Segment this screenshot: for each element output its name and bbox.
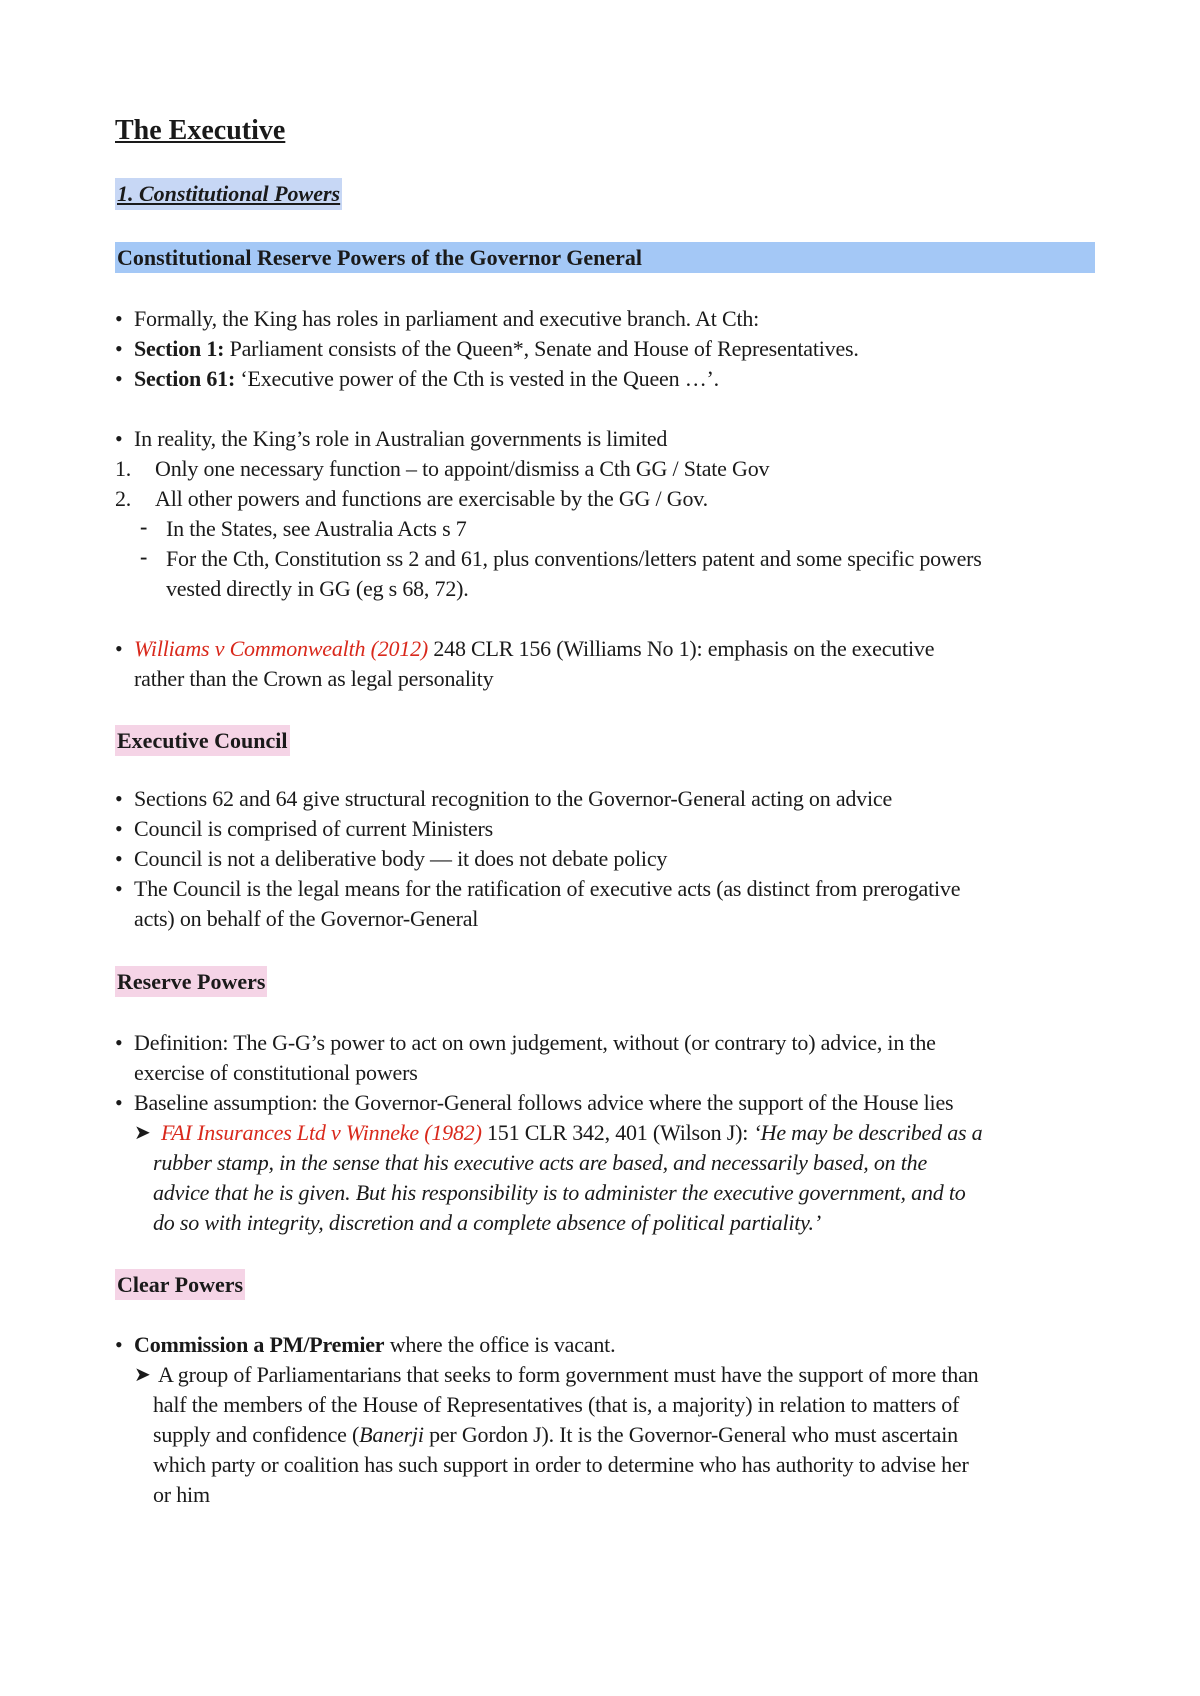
dash-item-cth-line2: vested directly in GG (eg s 68, 72). bbox=[166, 576, 469, 601]
case-citation-fai: FAI Insurances Ltd v Winneke (1982) bbox=[161, 1120, 482, 1145]
arrow-icon: ➤ bbox=[134, 1122, 151, 1144]
bullet-icon: • bbox=[115, 846, 123, 871]
bullet-icon: • bbox=[115, 816, 123, 841]
banner-text: Constitutional Reserve Powers of the Governor General bbox=[117, 245, 643, 270]
clear-group-line4: which party or coalition has such support in order to determine who has authority to advise her bbox=[153, 1452, 969, 1477]
heading-reserve-powers: Reserve Powers bbox=[115, 966, 267, 997]
council-bullet-deliberative: Council is not a deliberative body — it does not debate policy bbox=[134, 846, 668, 871]
section-1-text: Parliament consists of the Queen*, Senate and House of Representatives. bbox=[224, 336, 859, 361]
numbered-item-2: All other powers and functions are exercisable by the GG / Gov. bbox=[155, 486, 708, 511]
bullet-icon: • bbox=[115, 366, 123, 391]
dash-item-states: In the States, see Australia Acts s 7 bbox=[166, 516, 467, 541]
heading-clear-powers: Clear Powers bbox=[115, 1269, 245, 1300]
bullet-icon: • bbox=[115, 1030, 123, 1055]
arrow-icon: ➤ bbox=[134, 1364, 151, 1386]
council-bullet-legal-means-line2: acts) on behalf of the Governor-General bbox=[134, 906, 479, 931]
fai-quote-start: ‘He may be described as a bbox=[753, 1120, 983, 1145]
fai-quote-line3: advice that he is given. But his responsibility is to administer the executive government, and to bbox=[153, 1180, 966, 1205]
banerji-post: per Gordon J). It is the Governor-General who must ascertain bbox=[423, 1422, 958, 1447]
clear-group-line2: half the members of the House of Representatives (that is, a majority) in relation to matters of bbox=[153, 1392, 960, 1417]
bullet-icon: • bbox=[115, 876, 123, 901]
clear-commission bbox=[134, 1330, 615, 1360]
section-1-label: Section 1: bbox=[134, 336, 225, 361]
dash-item-cth-line1: For the Cth, Constitution ss 2 and 61, plus conventions/letters patent and some specific powers bbox=[166, 546, 982, 571]
bullet-icon: • bbox=[115, 306, 123, 331]
bullet-icon: • bbox=[115, 786, 123, 811]
bullet-icon: • bbox=[115, 1090, 123, 1115]
numbered-item-1: Only one necessary function – to appoint/dismiss a Cth GG / State Gov bbox=[155, 456, 770, 481]
section-61-label: Section 61: bbox=[134, 366, 236, 391]
heading-executive-council: Executive Council bbox=[115, 725, 290, 756]
fai-quote-line2: rubber stamp, in the sense that his executive acts are based, and necessarily based, on the bbox=[153, 1150, 928, 1175]
page-title: The Executive bbox=[115, 115, 286, 146]
williams-case-line2: rather than the Crown as legal personality bbox=[134, 666, 494, 691]
clear-group-line5: or him bbox=[153, 1482, 210, 1507]
bullet-icon: • bbox=[115, 336, 123, 361]
section-61-text: ‘Executive power of the Cth is vested in the Queen …’. bbox=[235, 366, 719, 391]
banerji-pre: supply and confidence ( bbox=[153, 1422, 360, 1447]
intro-bullet-section-61 bbox=[134, 364, 719, 394]
list-number: 1. bbox=[115, 456, 132, 481]
council-bullet-ministers: Council is comprised of current Ministers bbox=[134, 816, 494, 841]
williams-text: 248 CLR 156 (Williams No 1): emphasis on the executive bbox=[428, 636, 935, 661]
bullet-icon: • bbox=[115, 426, 123, 451]
council-bullet-sections: Sections 62 and 64 give structural recognition to the Governor-General acting on advice bbox=[134, 786, 893, 811]
bullet-icon: • bbox=[115, 1332, 123, 1357]
clear-group-line1: A group of Parliamentarians that seeks to form government must have the support of more than bbox=[158, 1362, 979, 1387]
bullet-icon: • bbox=[115, 636, 123, 661]
fai-quote-line4: do so with integrity, discretion and a complete absence of political partiality.’ bbox=[153, 1210, 821, 1235]
dash-icon: - bbox=[140, 544, 148, 569]
clear-group-line3 bbox=[153, 1420, 958, 1450]
intro-bullet-section-1 bbox=[134, 334, 859, 364]
council-bullet-legal-means-line1: The Council is the legal means for the ratification of executive acts (as distinct from prerogative bbox=[134, 876, 961, 901]
intro-bullet-reality: In reality, the King’s role in Australian governments is limited bbox=[134, 426, 668, 451]
fai-case-line1 bbox=[161, 1118, 983, 1148]
reserve-definition-line2: exercise of constitutional powers bbox=[134, 1060, 418, 1085]
list-number: 2. bbox=[115, 486, 132, 511]
case-name-banerji: Banerji bbox=[359, 1422, 424, 1447]
section-banner bbox=[115, 242, 1095, 273]
commission-text: where the office is vacant. bbox=[384, 1332, 616, 1357]
section-heading-constitutional-powers: 1. Constitutional Powers bbox=[115, 178, 342, 210]
commission-label: Commission a PM/Premier bbox=[134, 1332, 385, 1357]
fai-citation-text: 151 CLR 342, 401 (Wilson J): bbox=[481, 1120, 754, 1145]
reserve-definition-line1: Definition: The G-G’s power to act on own judgement, without (or contrary to) advice, in the bbox=[134, 1030, 936, 1055]
williams-case-line1 bbox=[134, 634, 934, 664]
intro-bullet-formally: Formally, the King has roles in parliament and executive branch. At Cth: bbox=[134, 306, 760, 331]
reserve-baseline: Baseline assumption: the Governor-General follows advice where the support of the House lies bbox=[134, 1090, 954, 1115]
case-citation-williams: Williams v Commonwealth (2012) bbox=[134, 636, 429, 661]
dash-icon: - bbox=[140, 514, 148, 539]
